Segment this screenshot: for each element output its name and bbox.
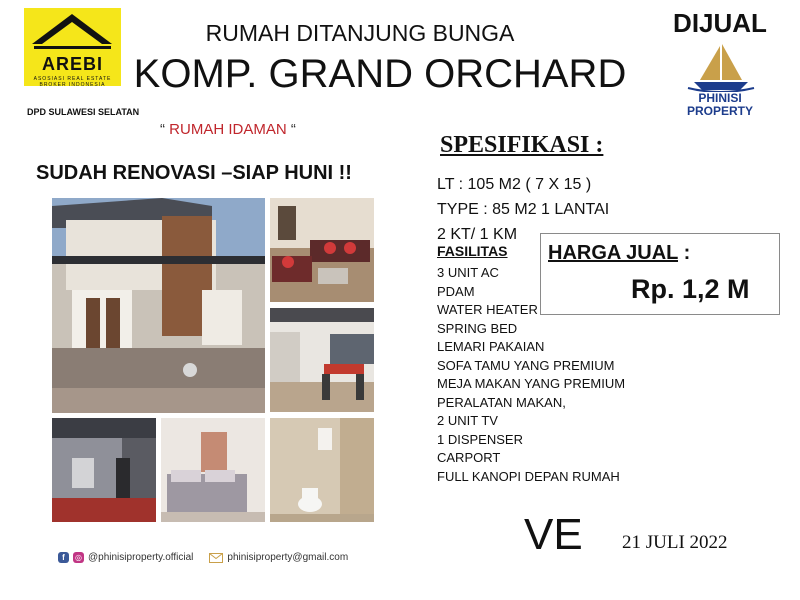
price-value: Rp. 1,2 M [631,274,750,304]
facebook-icon[interactable]: f [58,552,69,563]
listing-date: 21 JULI 2022 [622,532,728,553]
envelope-icon [209,553,223,563]
dining-room-photo [270,308,374,412]
facility-item: SPRING BED [437,320,518,336]
phinisi-logo-line2: PROPERTY [686,104,753,118]
agent-initials: VE [524,510,583,559]
arebi-logo [20,6,125,101]
facility-item: LEMARI PAKAIAN [437,339,545,354]
email-contact[interactable] [209,552,348,563]
facility-item: PERALATAN MAKAN, [437,394,566,410]
arebi-logo-subtitle: ASOSIASI REAL ESTATE BROKER INDONESIA [33,76,112,88]
phinisi-logo-text [670,92,770,118]
facility-item: SOFA TAMU YANG PREMIUM [437,357,615,373]
arebi-logo-name: AREBI [41,54,103,74]
tagline-text: RUMAH IDAMAN [169,121,287,138]
facility-item: MEJA MAKAN YANG PREMIUM [437,376,626,391]
facility-item: WATER HEATER [437,302,538,317]
house-roof-icon [24,8,121,58]
email-address[interactable]: phinisiproperty@gmail.com [227,552,349,563]
sailing-ship-icon [670,40,770,92]
contact-footer [58,552,348,563]
price-label-text: HARGA JUAL [548,242,679,264]
phinisi-logo-line1: PHINISI [698,91,742,105]
facility-item: 1 DISPENSER [437,431,523,447]
tagline-close-quote: “ [290,121,296,138]
facility-item: FULL KANOPI DEPAN RUMAH [437,468,620,484]
facility-item: 3 UNIT AC [437,265,499,280]
price-label [548,242,690,265]
listing-subtitle: RUMAH DITANJUNG BUNGA [205,20,515,46]
social-handle[interactable]: @phinisiproperty.official [88,552,194,563]
spec-title: SPESIFIKASI : [440,132,604,158]
phinisi-property-logo [670,40,770,130]
carport-photo [52,418,156,522]
tagline-open-quote: “ [160,121,165,138]
living-room-photo [270,198,374,302]
spec-rooms: 2 KT/ 1 KM [437,226,518,243]
listing-title: KOMP. GRAND ORCHARD [133,52,627,96]
spec-building-type: TYPE : 85 M2 1 LANTAI [437,201,610,218]
arebi-region-label: DPD SULAWESI SELATAN [27,107,140,117]
tagline [160,121,296,138]
bathroom-photo [270,418,374,522]
house-exterior-photo [52,198,265,413]
spec-land-size: LT : 105 M2 ( 7 X 15 ) [437,176,592,193]
facility-item: 2 UNIT TV [437,413,498,428]
price-label-colon: : [678,242,691,264]
instagram-icon[interactable]: ◎ [73,552,84,563]
bedroom-photo [161,418,265,522]
facility-item: PDAM [437,283,475,299]
renovation-headline: SUDAH RENOVASI –SIAP HUNI !! [36,162,352,184]
facility-item: CARPORT [437,450,501,465]
facilities-title: FASILITAS [437,243,508,259]
price-box [540,233,780,315]
sale-status: DIJUAL [673,8,767,38]
arebi-logo-box [24,8,121,86]
